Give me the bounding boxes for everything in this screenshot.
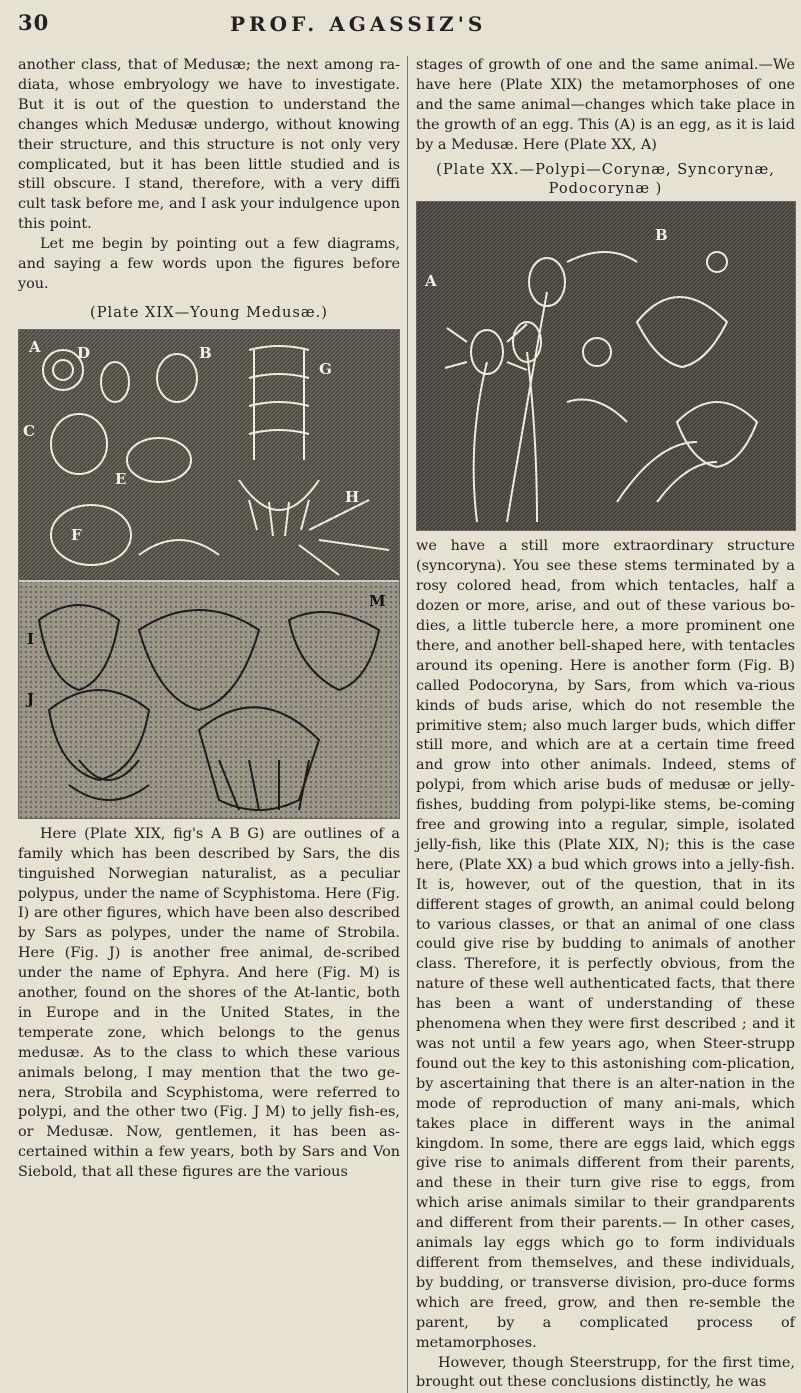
plate-label-d: D	[77, 344, 90, 364]
plate-label-i: I	[27, 630, 34, 650]
plate-xx-drawing	[417, 202, 795, 530]
plate-label-c: C	[23, 422, 35, 442]
plate-label-m: M	[369, 592, 386, 612]
plate-xix-caption: (Plate XIX—Young Medusæ.)	[18, 303, 400, 323]
paragraph-diagrams: Let me begin by pointing out a few diagrams, and saying a few words upon the figures before you.	[18, 235, 400, 295]
left-column	[18, 56, 400, 1183]
plate-label-e: E	[115, 470, 126, 490]
page-number: 30	[18, 10, 49, 35]
paragraph-scyphistoma: Here (Plate XIX, fig's A B G) are outlines of a family which has been described by Sars, the dis tinguished Norwegian naturalist, as a peculiar polypus, under the name of Scyphistoma. Here (Fig. I) are other figures, which have been also described by Sars as polypes, under the name of Strobila. Here (Fig. J) is another free animal, de-scribed under the name of Ephyra. And here (Fig. M) is another, found on the shores of the At-lantic, both in Europe and in the United States, in the temperate zone, which belongs to the genus medusæ. As to the class to which these various animals belong, I may mention that the two ge-nera, Strobila and Scyphistoma, were referred to polypi, and the other two (Fig. J M) to jelly fish-es, or Medusæ. Now, gentlemen, it has been as-certained within a few years, both by Sars and Von Siebold, that all these figures are the various	[18, 825, 400, 1183]
plate-label-b: B	[199, 344, 212, 364]
plate-xx-label-b: B	[655, 226, 668, 246]
plate-xix-illustration	[18, 329, 400, 819]
plate-label-h: H	[345, 488, 359, 508]
plate-xix-drawing	[19, 330, 399, 818]
plate-xx-illustration	[416, 201, 796, 531]
paragraph-steerstrupp: However, though Steerstrupp, for the first time, brought out these conclusions distinctly, he was	[416, 1354, 795, 1393]
plate-label-g: G	[319, 360, 332, 380]
paragraph-medusae-intro: another class, that of Medusæ; the next among ra-diata, whose embryology we have to investigate. But it is out of the question to understand the changes which Medusæ undergo, without knowing their structure, and this structure is not only very complicated, but it has been little studied and is still obscure. I stand, therefore, with a very diffi cult task before me, and I ask your indulgence upon this point.	[18, 56, 400, 235]
running-head: PROF. AGASSIZ'S	[230, 12, 486, 36]
page-header	[0, 6, 801, 46]
paragraph-syncoryna: we have a still more extraordinary structure (syncoryna). You see these stems terminated by a rosy colored head, from which tentacles, half a dozen or more, arise, and out of these various bo-dies, a little tubercle here, a more prominent one there, and another bell-shaped here, with tentacles around its opening. Here is another form (Fig. B) called Podocoryna, by Sars, from which va-rious kinds of buds arise, which do not resemble the primitive stem; also much larger buds, which differ still more, and which are at a certain time freed and grow into other animals. Indeed, stems of polypi, from which arise buds of medusæ or jelly-fishes, budding from polypi-like stems, be-coming free and growing into a regular, simple, isolated jelly-fish, like this (Plate XIX, N); this is the case here, (Plate XX) a bud which grows into a jelly-fish. It is, however, out of the question, that in its different stages of growth, an animal could belong to various classes, or that an animal of one class could give rise by budding to animals of another class. Therefore, it is perfectly obvious, from the nature of these well authenticated facts, that there has been a want of understanding of these phenomena when they were first described ; and it was not until a few years ago, when Steer-strupp found out the key to this astonishing com-plication, by ascertaining that there is an alter-nation in the mode of reproduction of many ani-mals, which takes place in different ways in the animal kingdom. In some, there are eggs laid, which eggs give rise to animals different from their parents, and these in their turn give rise to eggs, from which arise animals similar to their grandparents and different from their parents.— In other cases, animals lay eggs which go to form individuals different from themselves, and these individuals, by budding, or transverse division, pro-duce forms which are freed, grow, and then re-semble the parent, by a complicated process of metamorphoses.	[416, 537, 795, 1353]
right-column	[407, 56, 795, 1393]
plate-xx-label-a: A	[425, 272, 437, 292]
plate-label-j: J	[27, 690, 34, 710]
plate-xx-caption: (Plate XX.—Polypi—Corynæ, Syncorynæ, Podocorynæ )	[416, 160, 795, 200]
plate-label-f: F	[71, 526, 82, 546]
paragraph-stages-of-growth: stages of growth of one and the same animal.—We have here (Plate XIX) the metamorphoses of one and the same animal—changes which take place in the growth of an egg. This (A) is an egg, as it is laid by a Medusæ. Here (Plate XX, A)	[416, 56, 795, 156]
plate-label-a: A	[29, 338, 41, 358]
